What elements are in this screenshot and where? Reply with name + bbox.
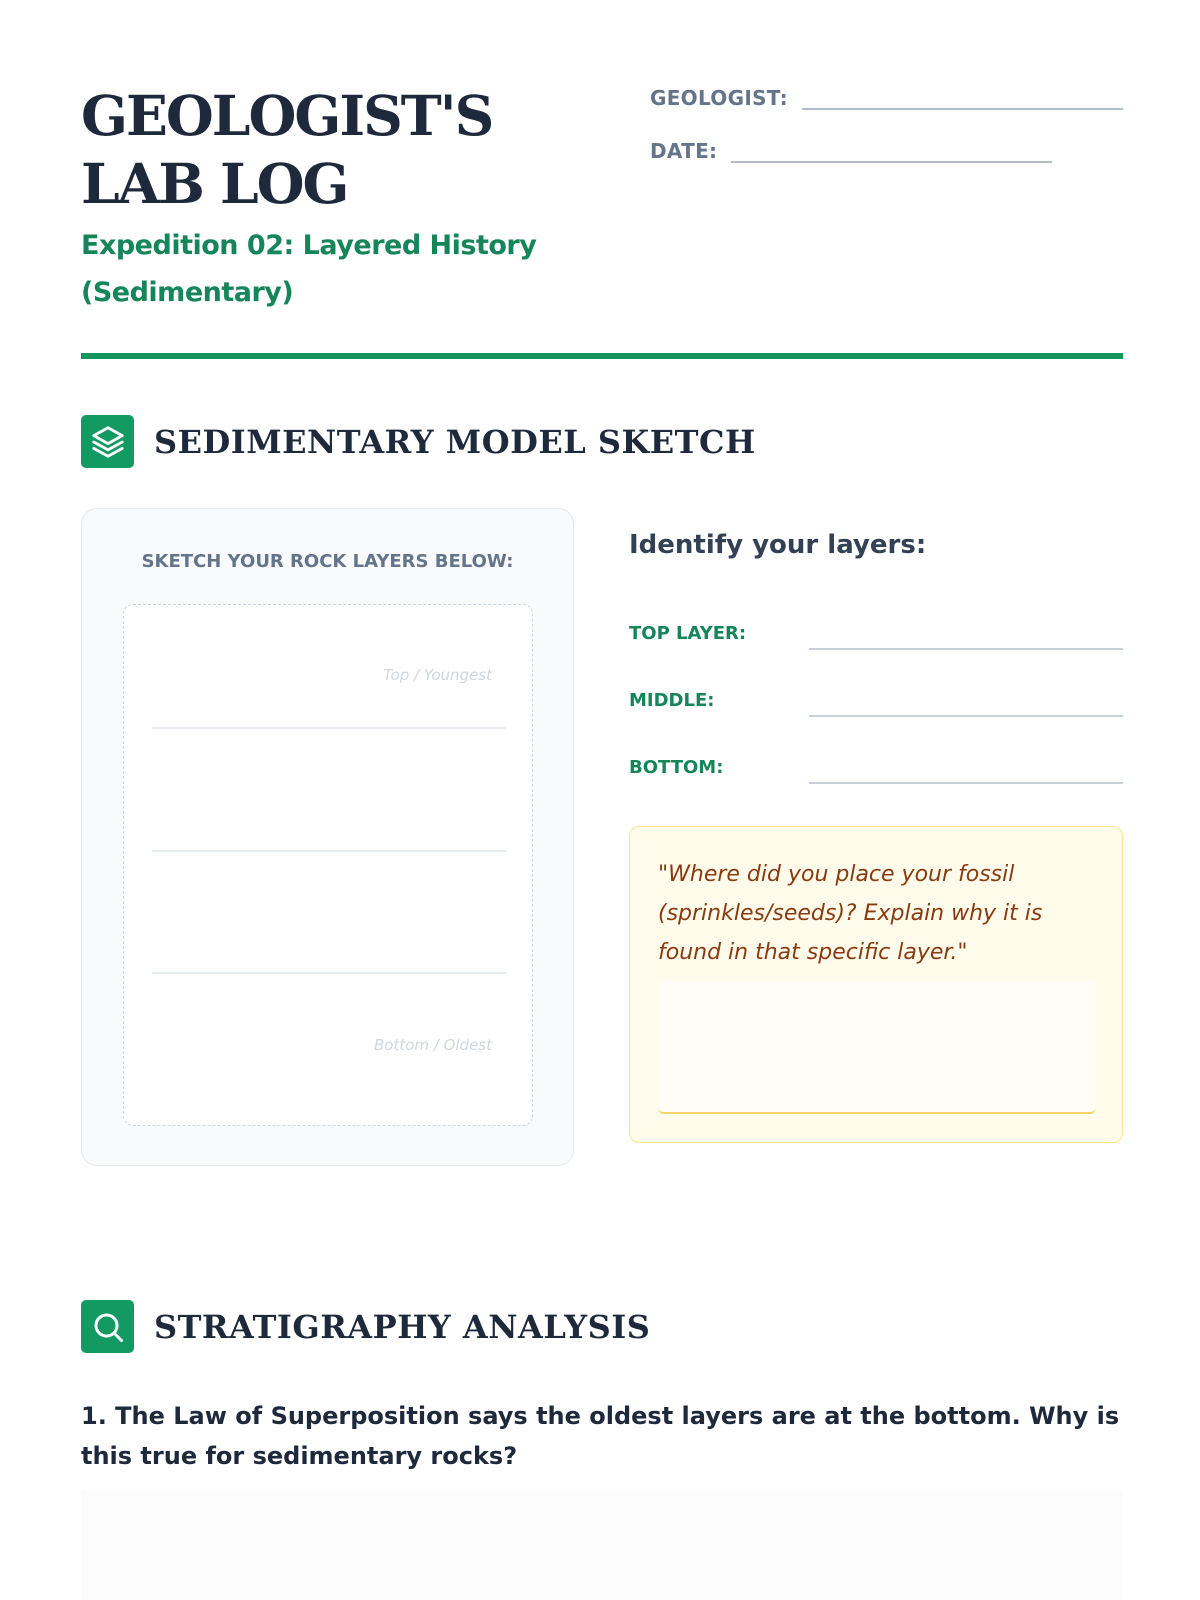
fossil-question-box [629,826,1123,1143]
page-title: GEOLOGIST'S LAB LOG [81,83,493,216]
date-input-line[interactable] [731,161,1052,163]
date-label: DATE: [650,139,718,163]
lab-log-page [81,0,1123,1600]
bottom-layer-input-line[interactable] [809,782,1123,784]
date-field [650,139,1052,163]
geologist-label: GEOLOGIST: [650,86,788,110]
sketch-section-title: SEDIMENTARY MODEL SKETCH [154,422,756,461]
middle-layer-input-line[interactable] [809,715,1123,717]
fossil-answer-area[interactable] [658,981,1096,1114]
sketch-instruction: SKETCH YOUR ROCK LAYERS BELOW: [141,551,514,572]
middle-layer-label: MIDDLE: [629,690,715,711]
top-layer-input-line[interactable] [809,648,1123,650]
page-subtitle: Expedition 02: Layered History (Sedimentary) [81,230,537,308]
sketch-card [81,508,574,1166]
bottom-layer-field [629,754,1123,784]
question-1: 1. The Law of Superposition says the oldest layers are at the bottom. Why is this true for sedimentary rocks? [81,1402,1120,1470]
analysis-section-title: STRATIGRAPHY ANALYSIS [154,1307,651,1346]
header-divider [81,353,1123,359]
analysis-section-heading [81,1300,650,1353]
middle-layer-field [629,687,1123,717]
identify-layers-title: Identify your layers: [629,530,927,560]
layer-divider [152,727,506,729]
sketch-section-heading [81,415,756,468]
top-layer-label: TOP LAYER: [629,623,747,644]
layer-divider [152,850,506,852]
bottom-layer-label: BOTTOM: [629,757,724,778]
top-layer-field [629,620,1123,650]
geologist-input-line[interactable] [802,108,1123,110]
geologist-field [650,86,1123,110]
fossil-question: "Where did you place your fossil (sprinkles/seeds)? Explain why it is found in that specific layer." [658,862,1043,965]
top-layer-hint: Top / Youngest [383,666,492,684]
question-1-answer-area[interactable] [81,1490,1123,1600]
bottom-layer-hint: Bottom / Oldest [373,1036,492,1054]
layers-icon [81,415,134,468]
sketch-drawing-area[interactable] [123,604,533,1126]
layer-divider [152,972,506,974]
search-icon [81,1300,134,1353]
